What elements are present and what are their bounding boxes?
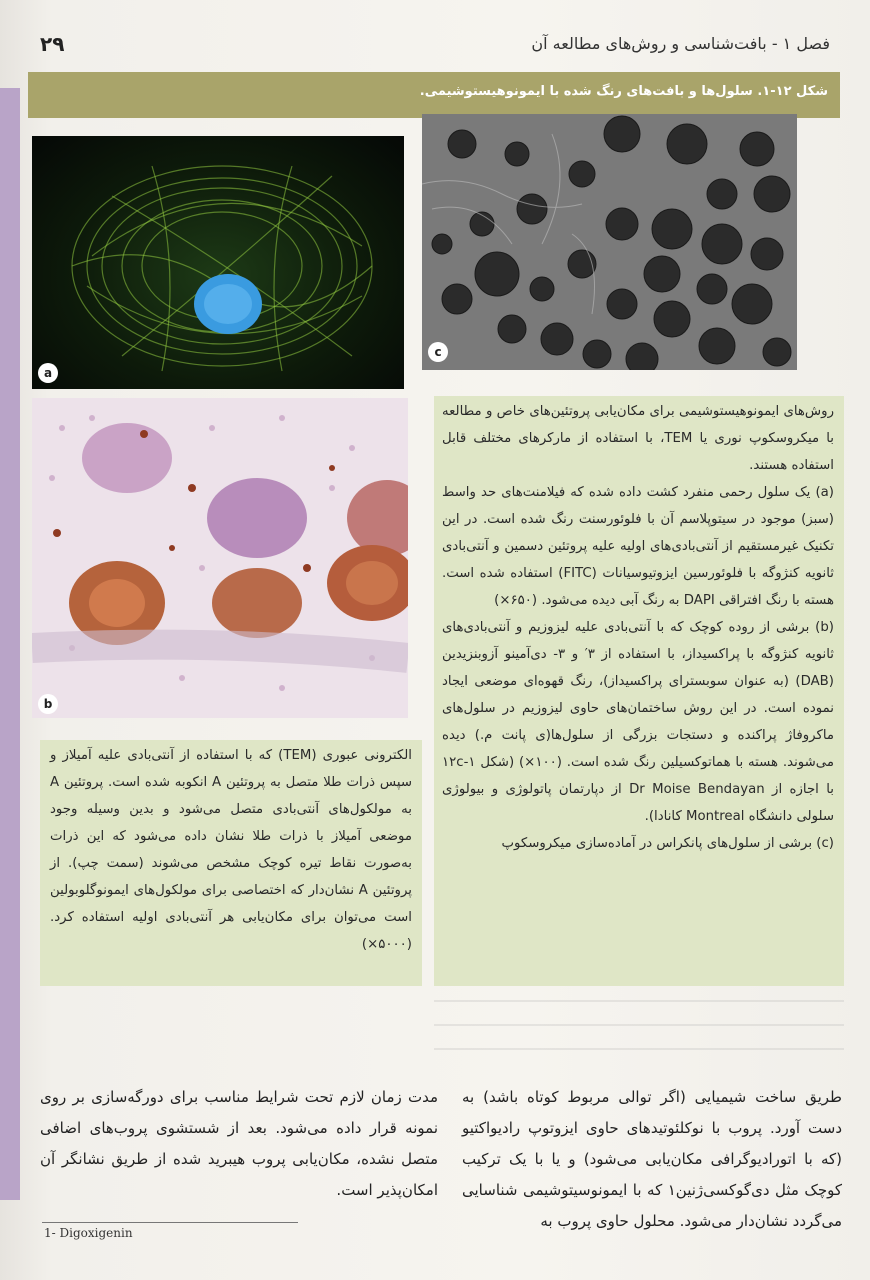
figure-label-a: a xyxy=(38,363,58,383)
body-paragraph-left: مدت زمان لازم تحت شرایط مناسب برای دورگه‌سازی بر روی نمونه قرار داده می‌شود. بعد از شستشوی پروب‌های اضافی متصل نشده، مکان‌یابی پروب هیبرید شده از طریق نشانگر آن امکان‌پذیر است. xyxy=(40,1088,438,1199)
side-thumb-band xyxy=(0,88,20,1200)
body-paragraph-right: طریق ساخت شیمیایی (اگر توالی مربوط کوتاه باشد) به دست آورد. پروب با نوکلئوتیدهای حاوی ایزوتوپ رادیواکتیو (که با اتورادیوگرافی مکان‌یابی می‌شود) و یا با یک ترکیب کوچک مثل دی‌گوکسی‌ژنین۱ که با ایمونوسیتوشیمی شناسایی می‌گردد نشان‌دار می‌شود. محلول حاوی پروب به xyxy=(462,1088,842,1230)
bleed-through-text xyxy=(434,990,844,1070)
fluorescence-cell-illustration xyxy=(32,136,404,389)
caption-part-c: (c) برشی از سلول‌های پانکراس در آماده‌سازی میکروسکوپ xyxy=(501,836,834,851)
body-text-right-column xyxy=(462,1082,842,1237)
figure-image-b xyxy=(32,398,408,718)
page-header xyxy=(40,30,830,66)
footnote: 1- Digoxigenin xyxy=(44,1226,133,1240)
figure-caption-left xyxy=(40,740,422,986)
caption-part-b: (b) برشی از روده کوچک که با آنتی‌بادی علیه لیزوزیم و آنتی‌بادی‌های ثانویه کنژوگه با پراکسیداز، با استفاده از ۳′ و ۳- دی‌آمینو آزوبنزیدین (DAB) (به عنوان سوبسترای پراکسیداز)، رنگ قهوه‌ای موضعی ایجاد نموده است. در این روش ساختمان‌های حاوی لیزوزیم در سلول‌های ماکروفاژ پراکنده و دستجات بزرگی از سلول‌ها(ی پانت م.) دیده می‌شوند. هسته با هماتوکسیلین رنگ شده است. (۱۰۰×) (شکل ۱۲c-۱ با اجازه از Dr Moise Bendayan از دپارتمان پاتولوژی و بیولوژی سلولی دانشگاه Montreal کانادا). xyxy=(442,620,834,824)
tem-granules-illustration xyxy=(422,114,797,370)
figure-image-c xyxy=(422,114,797,370)
caption-intro: روش‌های ایمونوهیستوشیمی برای مکان‌یابی پروتئین‌های خاص و مطالعه با میکروسکوپ نوری یا TEM، با استفاده از مارکرهای مختلف قابل استفاده هستند. xyxy=(442,404,834,473)
figure-label-c: c xyxy=(428,342,448,362)
caption-part-a: (a) یک سلول رحمی منفرد کشت داده شده که فیلامنت‌های حد واسط (سبز) موجود در سیتوپلاسم آن با فلوئورسنت رنگ شده است. در این تکنیک غیرمستقیم از آنتی‌بادی‌های اولیه علیه پروتئین دسمین و آنتی‌بادی ثانویه کنژوگه با فلوئورسین ایزوتیوسیانات (FITC) استفاده شده است. هسته با رنگ افتراقی DAPI به رنگ آبی دیده می‌شود. (۶۵۰×) xyxy=(442,485,835,608)
page-number: ۲۹ xyxy=(40,32,65,56)
figure-caption-right xyxy=(434,396,844,986)
figure-caption-bar xyxy=(28,72,840,118)
figure-image-a xyxy=(32,136,404,389)
caption-continuation: الکترونی عبوری (TEM) که با استفاده از آنتی‌بادی علیه آمیلاز و سپس ذرات طلا متصل به پروتئین A انکوبه شده است. پروتئین A به مولکول‌های آنتی‌بادی متصل می‌شود و بدین وسیله وجود موضعی آمیلاز با ذرات طلا نشان داده می‌شود که این ذرات به‌صورت نقاط تیره کوچک مشخص می‌شوند (سمت چپ). از پروتئین A نشان‌دار که اختصاصی برای مولکول‌های ایمونوگلوبولین است می‌توان برای مکان‌یابی هر آنتی‌بادی اولیه استفاده کرد. (۵۰۰۰×) xyxy=(50,748,413,952)
stained-tissue-illustration xyxy=(32,398,408,718)
body-text-left-column xyxy=(40,1082,438,1206)
footnote-divider xyxy=(42,1222,298,1223)
figure-title: شکل ۱۲-۱. سلول‌ها و بافت‌های رنگ شده با ایمونوهیستوشیمی. xyxy=(419,84,828,99)
chapter-title: فصل ۱ - بافت‌شناسی و روش‌های مطالعه آن xyxy=(531,34,830,53)
figure-label-b: b xyxy=(38,694,58,714)
